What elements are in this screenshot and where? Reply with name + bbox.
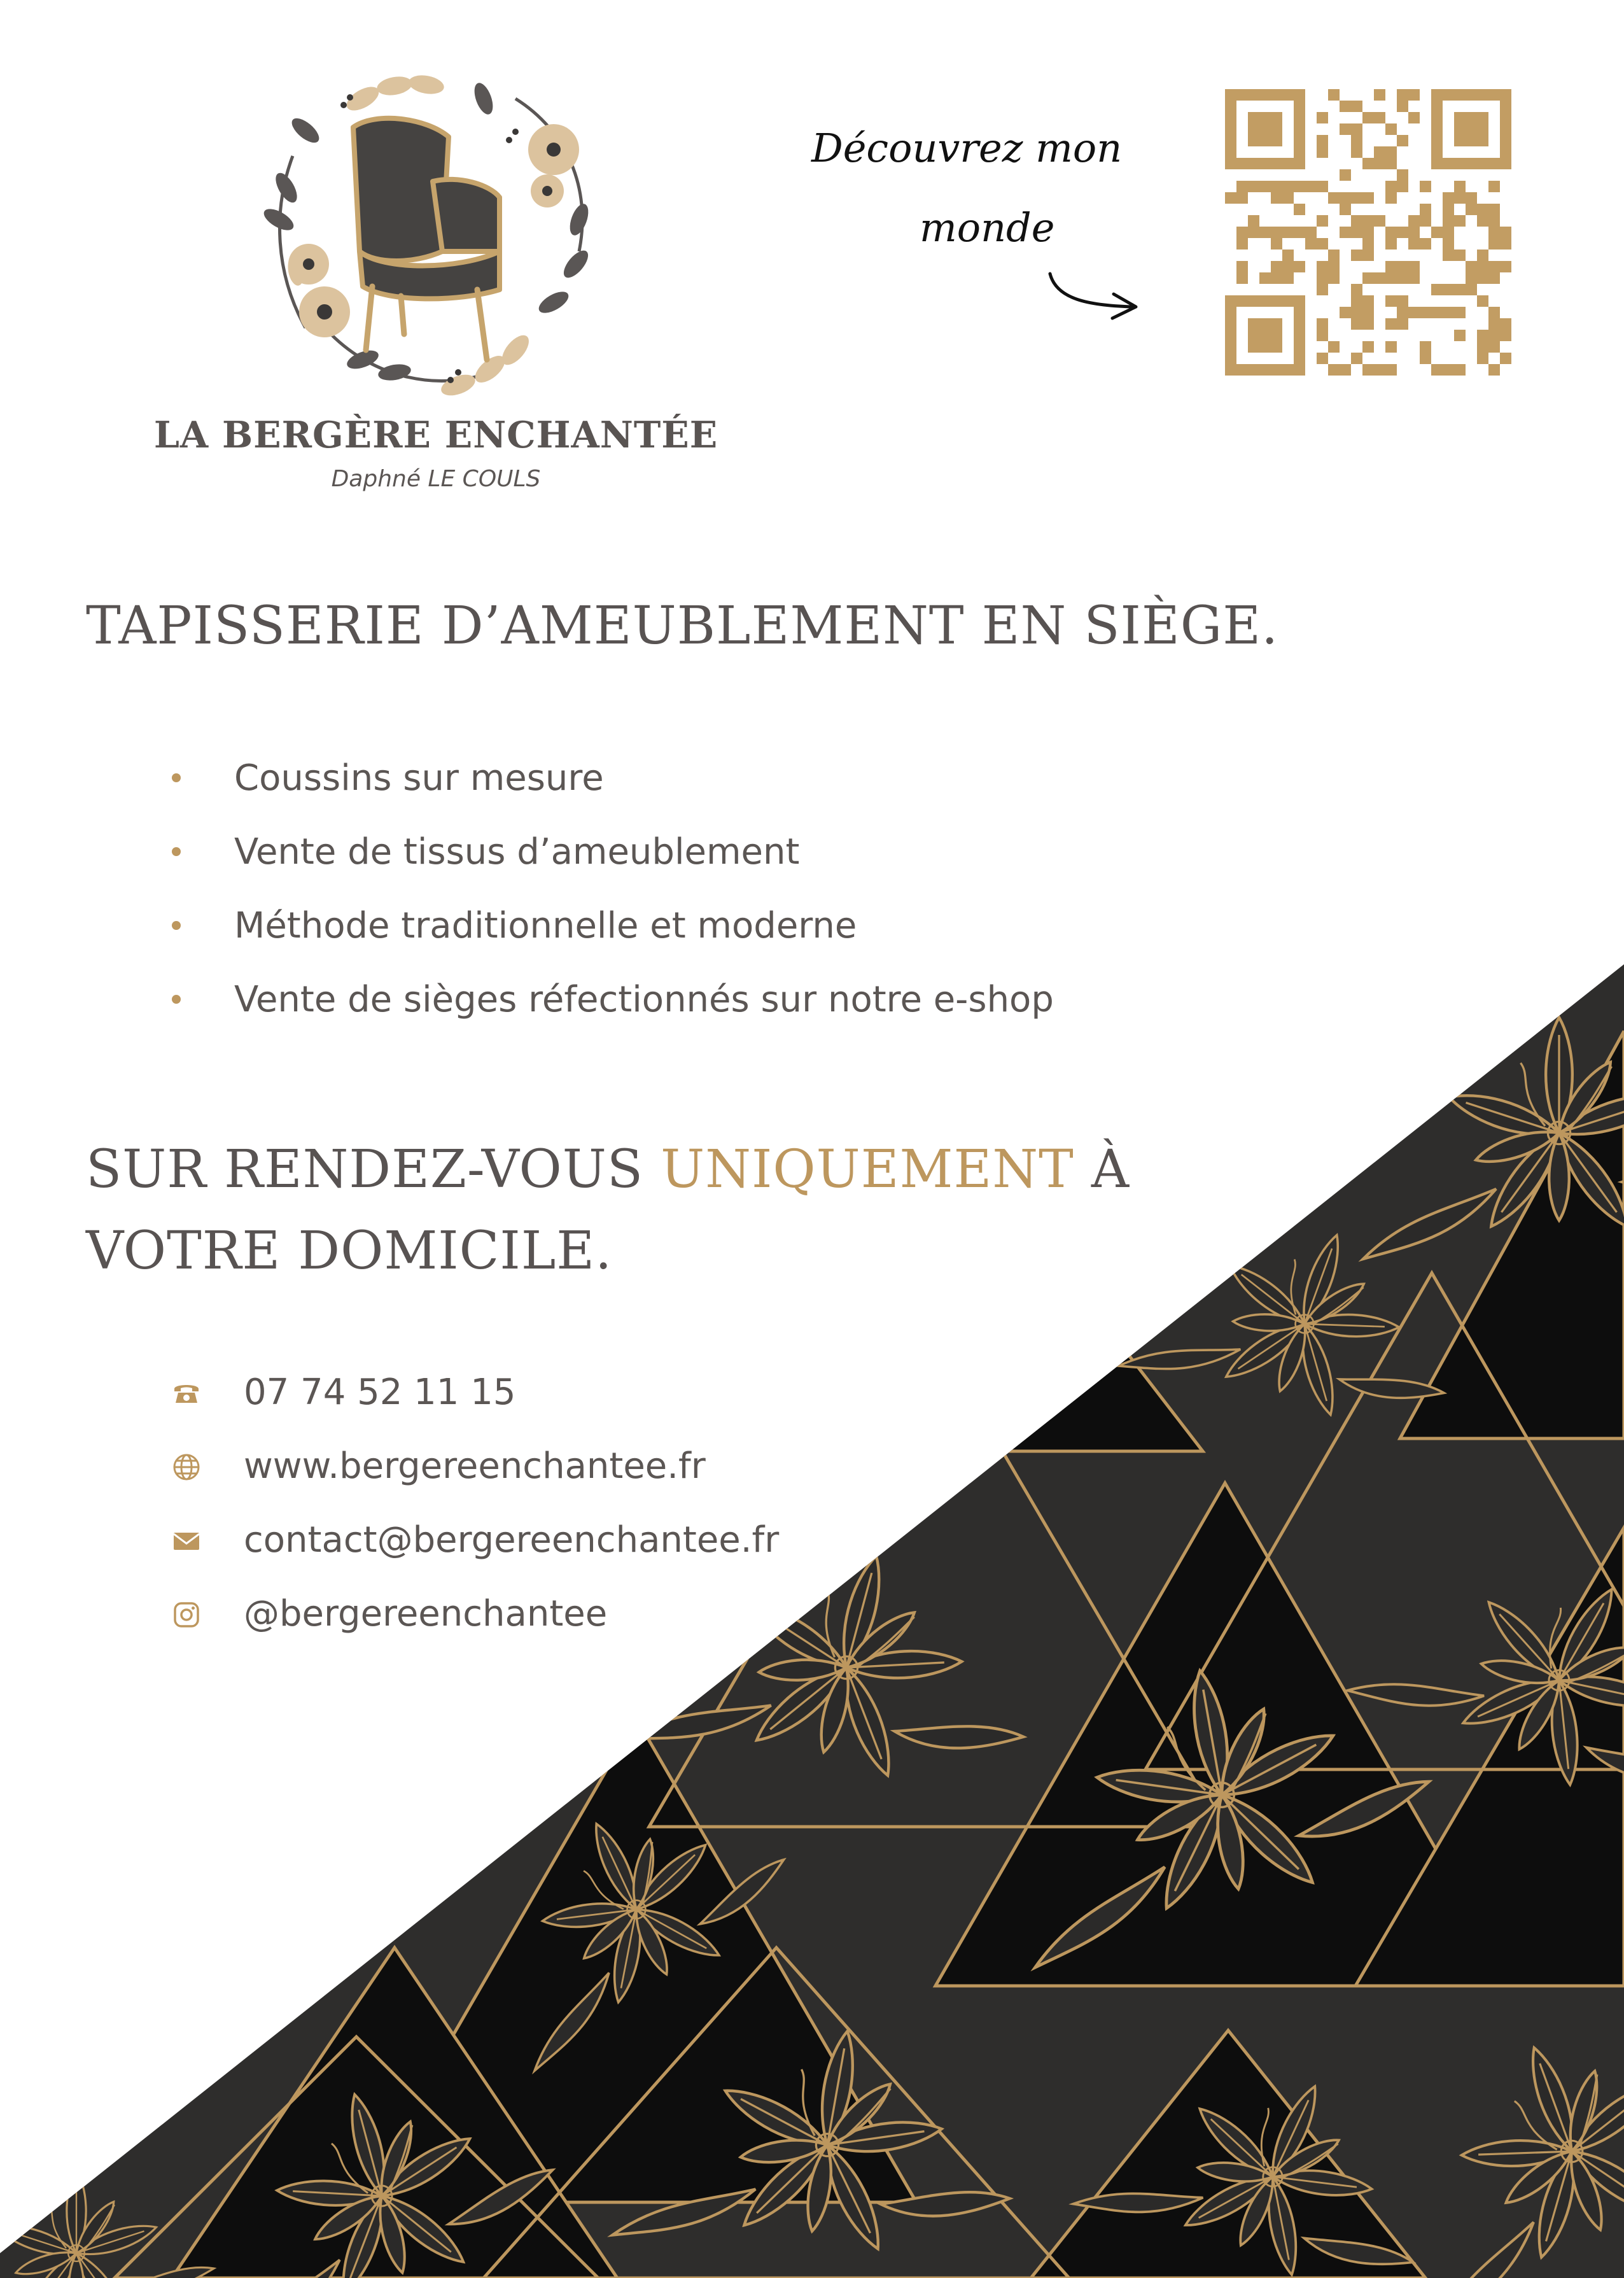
contact-phone[interactable] bbox=[169, 1356, 779, 1430]
discover-line-1: Découvrez mon bbox=[811, 125, 1123, 171]
appointment-heading-highlight: UNIQUEMENT bbox=[661, 1139, 1074, 1200]
qr-code[interactable] bbox=[1225, 89, 1511, 376]
discover-line-2: monde bbox=[920, 204, 1055, 251]
armchair-wreath-logo bbox=[248, 60, 624, 417]
list-item bbox=[165, 963, 1054, 1037]
contact-phone-text: 07 74 52 11 15 bbox=[244, 1372, 516, 1413]
list-item bbox=[165, 889, 1054, 963]
service-label: Vente de sièges réfectionnés sur notre e-shop bbox=[234, 979, 1054, 1020]
contact-list bbox=[169, 1356, 779, 1651]
contact-website[interactable] bbox=[169, 1430, 779, 1503]
discover-caption bbox=[811, 108, 1193, 267]
appointment-heading-line2: VOTRE DOMICILE. bbox=[86, 1221, 613, 1281]
brand-owner: Daphné LE COULS bbox=[331, 466, 541, 492]
contact-instagram-text: @bergereenchantee bbox=[244, 1593, 608, 1635]
instagram-icon bbox=[172, 1600, 201, 1629]
envelope-icon bbox=[172, 1526, 201, 1556]
contact-website-text: www.bergereenchantee.fr bbox=[244, 1445, 706, 1487]
curved-arrow-icon bbox=[1044, 267, 1145, 325]
services-heading: TAPISSERIE D’AMEUBLEMENT EN SIÈGE. bbox=[86, 596, 1279, 656]
brand-name: LA BERGÈRE ENCHANTÉE bbox=[153, 414, 718, 456]
contact-email-text: contact@bergereenchantee.fr bbox=[244, 1519, 780, 1561]
bullet-icon bbox=[172, 995, 181, 1004]
service-label: Coussins sur mesure bbox=[234, 757, 604, 799]
bullet-icon bbox=[172, 921, 181, 930]
contact-instagram[interactable] bbox=[169, 1577, 779, 1651]
bullet-icon bbox=[172, 773, 181, 782]
services-list bbox=[165, 742, 1054, 1037]
phone-icon bbox=[172, 1379, 201, 1408]
globe-icon bbox=[172, 1452, 201, 1482]
contact-email[interactable] bbox=[169, 1503, 779, 1577]
appointment-heading-part2: À bbox=[1074, 1139, 1130, 1200]
appointment-heading bbox=[86, 1129, 1130, 1292]
list-item bbox=[165, 815, 1054, 889]
list-item bbox=[165, 742, 1054, 815]
appointment-heading-part1: SUR RENDEZ-VOUS bbox=[86, 1139, 661, 1200]
service-label: Vente de tissus d’ameublement bbox=[234, 831, 800, 873]
service-label: Méthode traditionnelle et moderne bbox=[234, 905, 857, 946]
bullet-icon bbox=[172, 847, 181, 856]
